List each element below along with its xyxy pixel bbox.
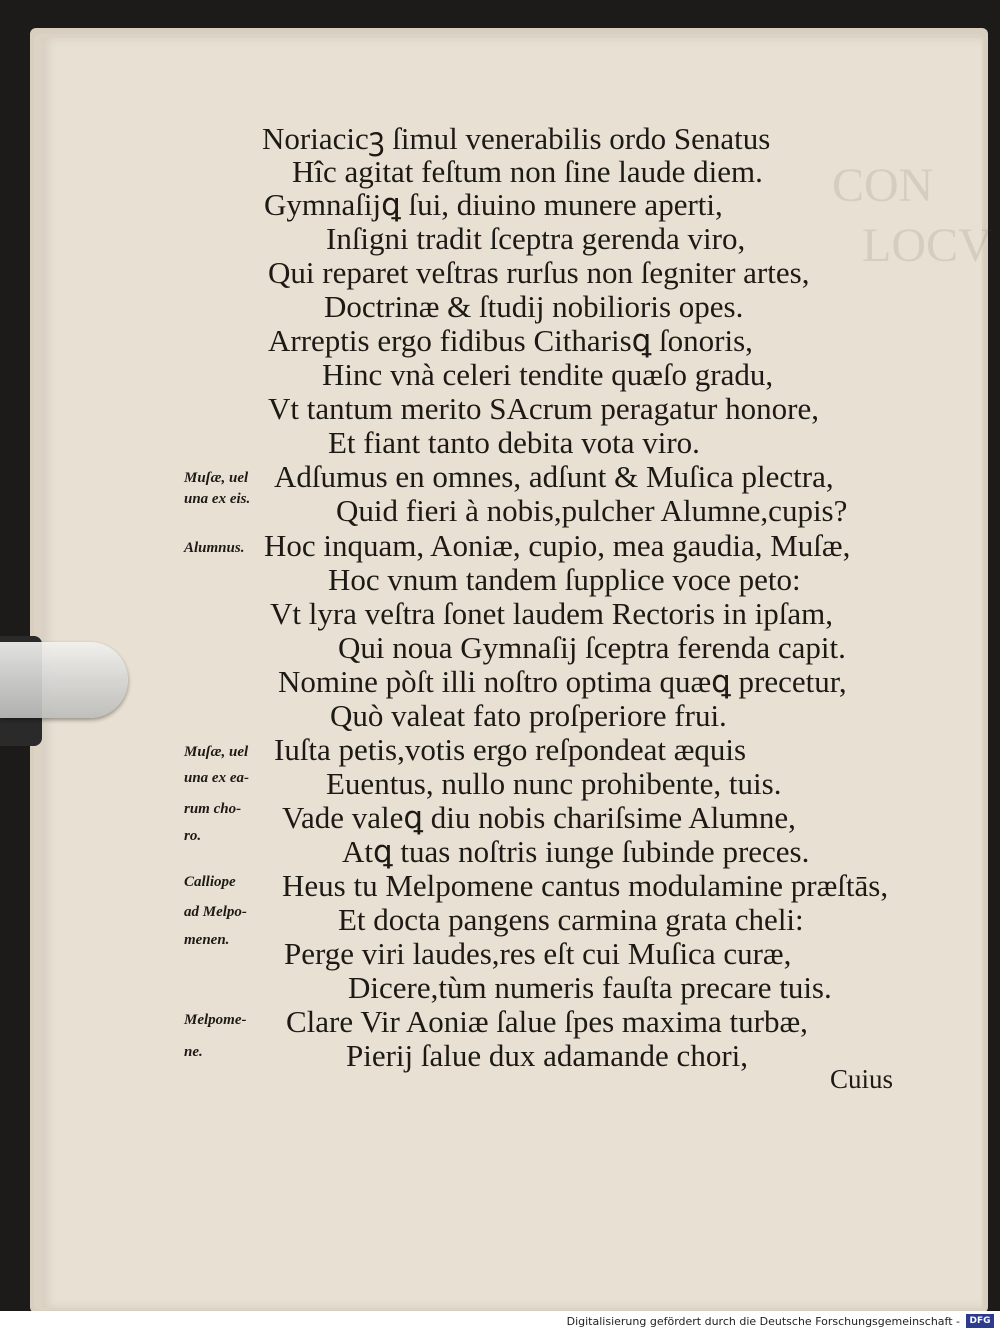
- verse-line: Quò valeat fato proſperiore frui.: [330, 698, 727, 733]
- margin-note: Alumnus.: [184, 540, 245, 556]
- verse-line: Arreptis ergo fidibus Citharisꝗ ſonoris,: [268, 323, 753, 358]
- margin-note: ad Melpo-: [184, 904, 247, 920]
- catchword: Cuius: [830, 1064, 894, 1094]
- verse-line: Et fiant tanto debita vota viro.: [328, 425, 700, 460]
- verse-line: Euentus, nullo nunc prohibente, tuis.: [326, 766, 782, 801]
- verse-line: Hoc inquam, Aoniæ, cupio, mea gaudia, Muſæ,: [264, 528, 851, 563]
- margin-note: rum cho-: [184, 801, 242, 817]
- verse-line: Quid fieri à nobis,pulcher Alumne,cupis?: [336, 493, 848, 528]
- verse-line: Iuſta petis,votis ergo reſpondeat æquis: [274, 732, 747, 767]
- verse-line: Hinc vnà celeri tendite quæſo gradu,: [322, 357, 774, 392]
- margin-note: Calliope: [184, 874, 236, 890]
- margin-note: menen.: [184, 932, 230, 948]
- verse-line: Qui reparet veſtras rurſus non ſegniter artes,: [268, 255, 810, 290]
- show-through-text: CON: [832, 159, 934, 212]
- verse-line: Vt tantum merito SAcrum peragatur honore,: [268, 391, 819, 426]
- margin-note: Melpome-: [184, 1012, 247, 1028]
- verse-line: Inſigni tradit ſceptra gerenda viro,: [326, 221, 746, 256]
- margin-note: Muſæ, uel: [184, 744, 249, 760]
- verse-line: Atꝗ tuas noſtris iunge ſubinde preces.: [342, 834, 810, 869]
- paper-clip: [0, 642, 128, 718]
- dfg-logo: DFG: [966, 1314, 994, 1328]
- margin-note: ro.: [184, 828, 202, 844]
- show-through-text: LOCV: [862, 219, 993, 272]
- book-page: [42, 38, 993, 1308]
- verse-line: Hoc vnum tandem ſupplice voce peto:: [328, 562, 801, 597]
- verse-line: Dicere,tùm numeris fauſta precare tuis.: [348, 970, 832, 1005]
- footer-bar: [0, 1311, 1000, 1331]
- margin-note: Muſæ, uel: [184, 470, 249, 486]
- verse-line: Doctrinæ & ſtudij nobilioris opes.: [324, 289, 744, 324]
- verse-line: Nomine pòſt illi noſtro optima quæꝗ precetur,: [278, 664, 847, 699]
- margin-note: una ex eis.: [184, 491, 251, 507]
- verse-line: Noriacicꝫ ſimul venerabilis ordo Senatus: [262, 121, 771, 156]
- verse-line: Vade valeꝗ diu nobis chariſsime Alumne,: [282, 800, 796, 835]
- verse-line: Heus tu Melpomene cantus modulamine præſtās,: [282, 868, 889, 903]
- margin-note: ne.: [184, 1044, 203, 1060]
- verse-line: Adſumus en omnes, adſunt & Muſica plectra,: [274, 459, 834, 494]
- verse-line: Pierij ſalue dux adamande chori,: [346, 1038, 749, 1073]
- margin-note: una ex ea-: [184, 770, 249, 786]
- verse-line: Qui noua Gymnaſij ſceptra ferenda capit.: [338, 630, 846, 665]
- verse-line: Hîc agitat feſtum non ſine laude diem.: [292, 154, 763, 189]
- verse-line: Vt lyra veſtra ſonet laudem Rectoris in ipſam,: [270, 596, 834, 631]
- verse-line: Gymnaſijꝗ ſui, diuino munere aperti,: [264, 187, 723, 222]
- footer-credit: Digitalisierung gefördert durch die Deutsche Forschungsgemeinschaft -: [566, 1315, 960, 1328]
- verse-line: Perge viri laudes,res eſt cui Muſica curæ,: [284, 936, 792, 971]
- verse-line: Clare Vir Aoniæ ſalue ſpes maxima turbæ,: [286, 1004, 808, 1039]
- verse-line: Et docta pangens carmina grata cheli:: [338, 902, 804, 937]
